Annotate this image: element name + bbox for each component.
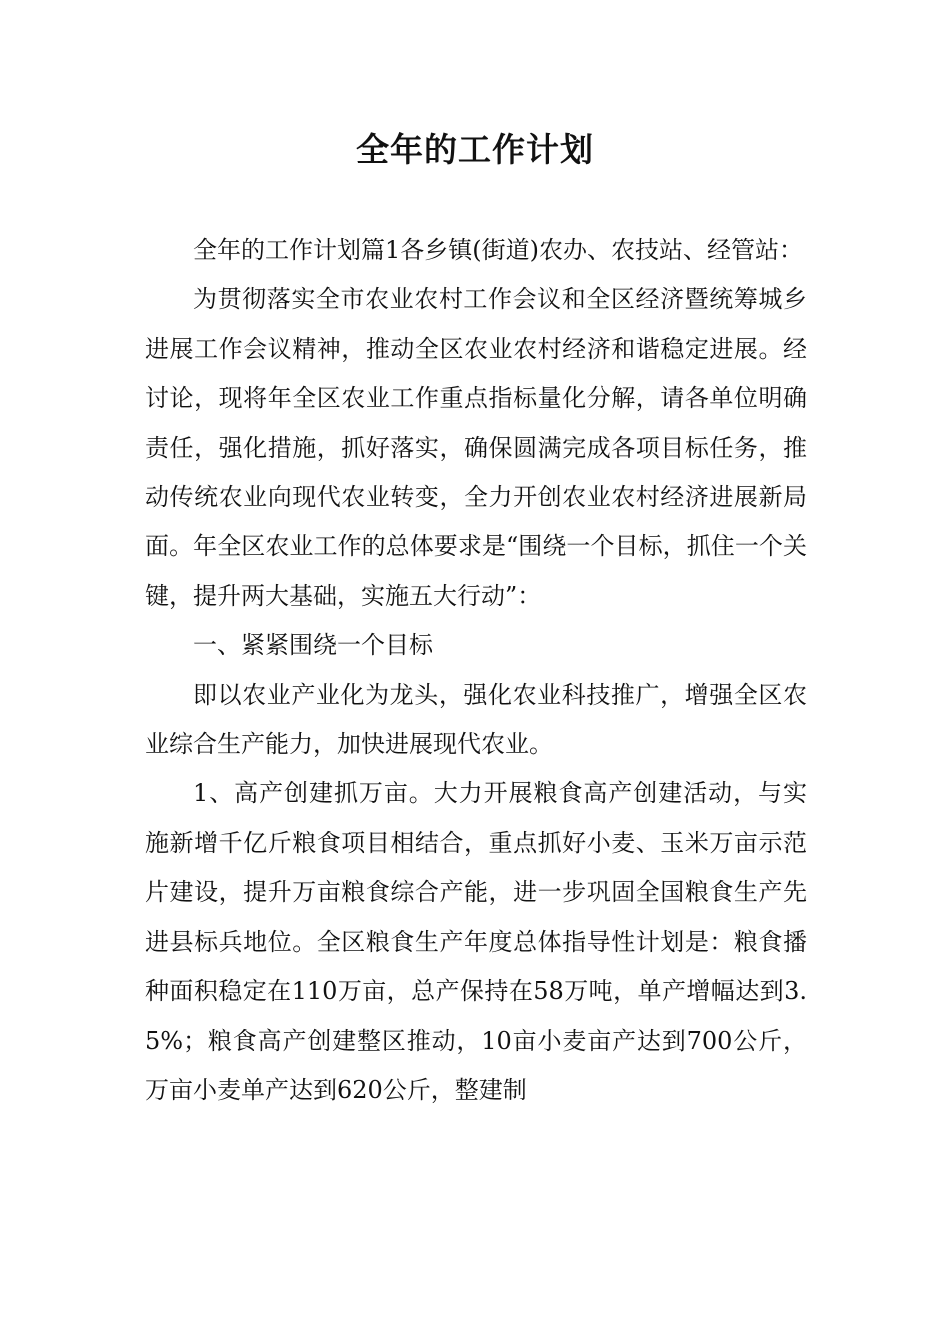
document-body xyxy=(145,226,807,1115)
paragraph-salutation: 全年的工作计划篇1各乡镇(街道)农办、农技站、经管站： xyxy=(193,236,803,264)
document-title: 全年的工作计划 xyxy=(356,130,594,169)
paragraph-goal: 即以农业产业化为龙头，强化农业科技推广，增强全区农业综合生产能力，加快进展现代农业。 xyxy=(145,680,807,759)
section-heading-one: 一、紧紧围绕一个目标 xyxy=(193,631,433,660)
paragraph-item-one: 1、高产创建抓万亩。大力开展粮食高产创建活动，与实施新增千亿斤粮食项目相结合，重点抓好小麦、玉米万亩示范片建设，提升万亩粮食综合产能，进一步巩固全国粮食生产先进县标兵地位。全区粮食生产年度总体指导性计划是：粮食播种面积稳定在110万亩，总产保持在58万吨，单产增幅达到3.5%；粮食高产创建整区推动，10亩小麦亩产达到700公斤，万亩小麦单产达到620公斤，整建制 xyxy=(145,779,807,1104)
paragraph-introduction: 为贯彻落实全市农业农村工作会议和全区经济暨统筹城乡进展工作会议精神，推动全区农业农村经济和谐稳定进展。经讨论，现将年全区农业工作重点指标量化分解，请各单位明确责任，强化措施，抓好落实，确保圆满完成各项目标任务，推动传统农业向现代农业转变，全力开创农业农村经济进展新局面。年全区农业工作的总体要求是“围绕一个目标，抓住一个关键，提升两大基础，实施五大行动”： xyxy=(145,285,807,610)
